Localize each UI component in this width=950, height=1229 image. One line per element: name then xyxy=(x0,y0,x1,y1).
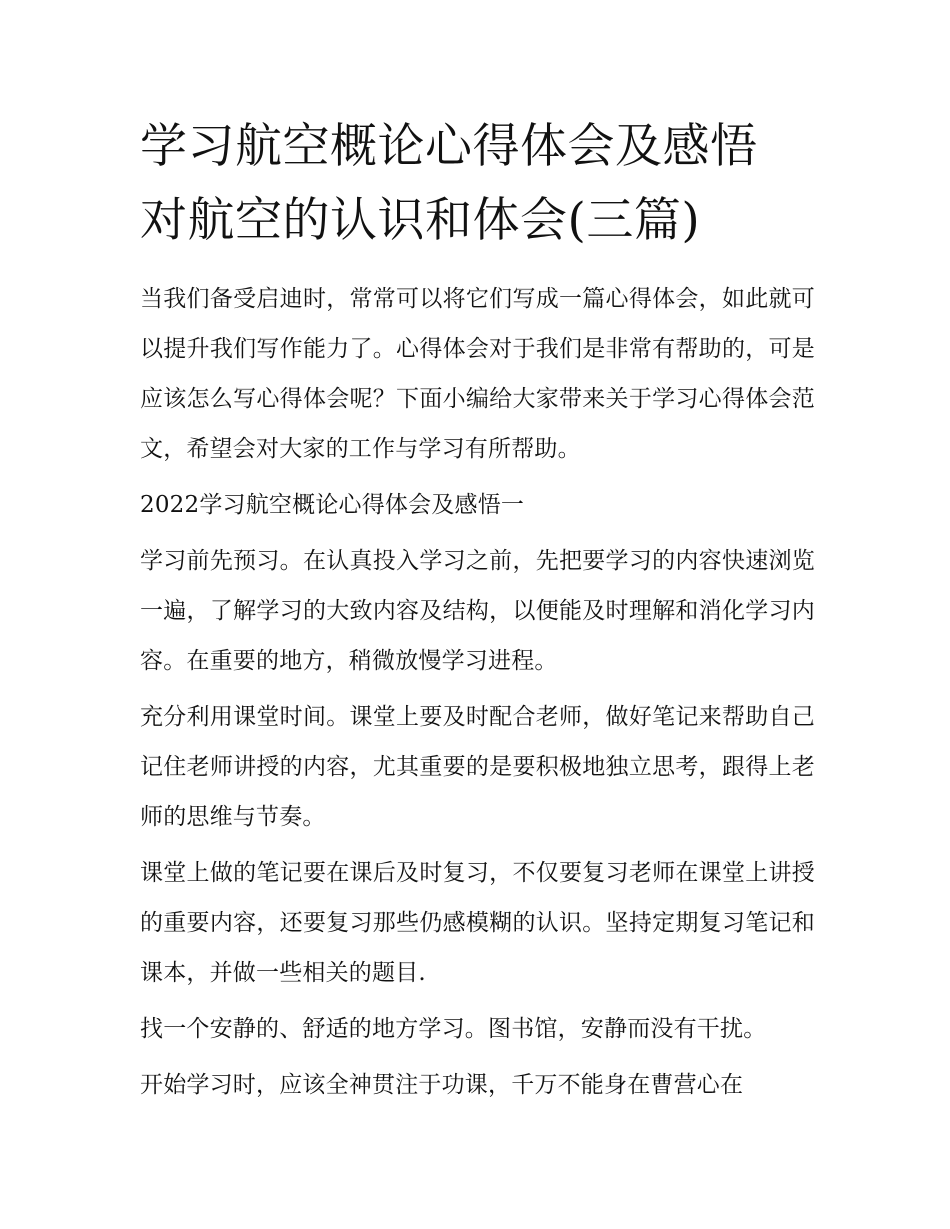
body-paragraph-1: 学习前先预习。在认真投入学习之前，先把要学习的内容快速浏览一遍，了解学习的大致内容及结构，以便能及时理解和消化学习内容。在重要的地方，稍微放慢学习进程。 xyxy=(140,548,815,674)
body-paragraph-2: 充分利用课堂时间。课堂上要及时配合老师，做好笔记来帮助自己记住老师讲授的内容，尤其重要的是要积极地独立思考，跟得上老师的思维与节奏。 xyxy=(140,704,815,830)
document-title xyxy=(140,110,815,258)
body-paragraph-4: 找一个安静的、舒适的地方学习。图书馆，安静而没有干扰。 xyxy=(140,1016,767,1042)
intro-paragraph: 当我们备受启迪时，常常可以将它们写成一篇心得体会，如此就可以提升我们写作能力了。心得体会对于我们是非常有帮助的，可是应该怎么写心得体会呢？下面小编给大家带来关于学习心得体会范文，希望会对大家的工作与学习有所帮助。 xyxy=(140,286,815,462)
section-heading: 2022学习航空概论心得体会及感悟一 xyxy=(140,492,525,518)
title-line-1: 学习航空概论心得体会及感悟 xyxy=(140,119,758,174)
body-paragraph-5: 开始学习时，应该全神贯注于功课，千万不能身在曹营心在 xyxy=(140,1072,744,1098)
document-page xyxy=(140,110,815,1116)
body-paragraph-3: 课堂上做的笔记要在课后及时复习，不仅要复习老师在课堂上讲授的重要内容，还要复习那些仍感模糊的认识。坚持定期复习笔记和课本，并做一些相关的题目. xyxy=(140,860,815,986)
title-line-2: 对航空的认识和体会(三篇) xyxy=(140,193,701,248)
document-body xyxy=(140,274,815,1110)
